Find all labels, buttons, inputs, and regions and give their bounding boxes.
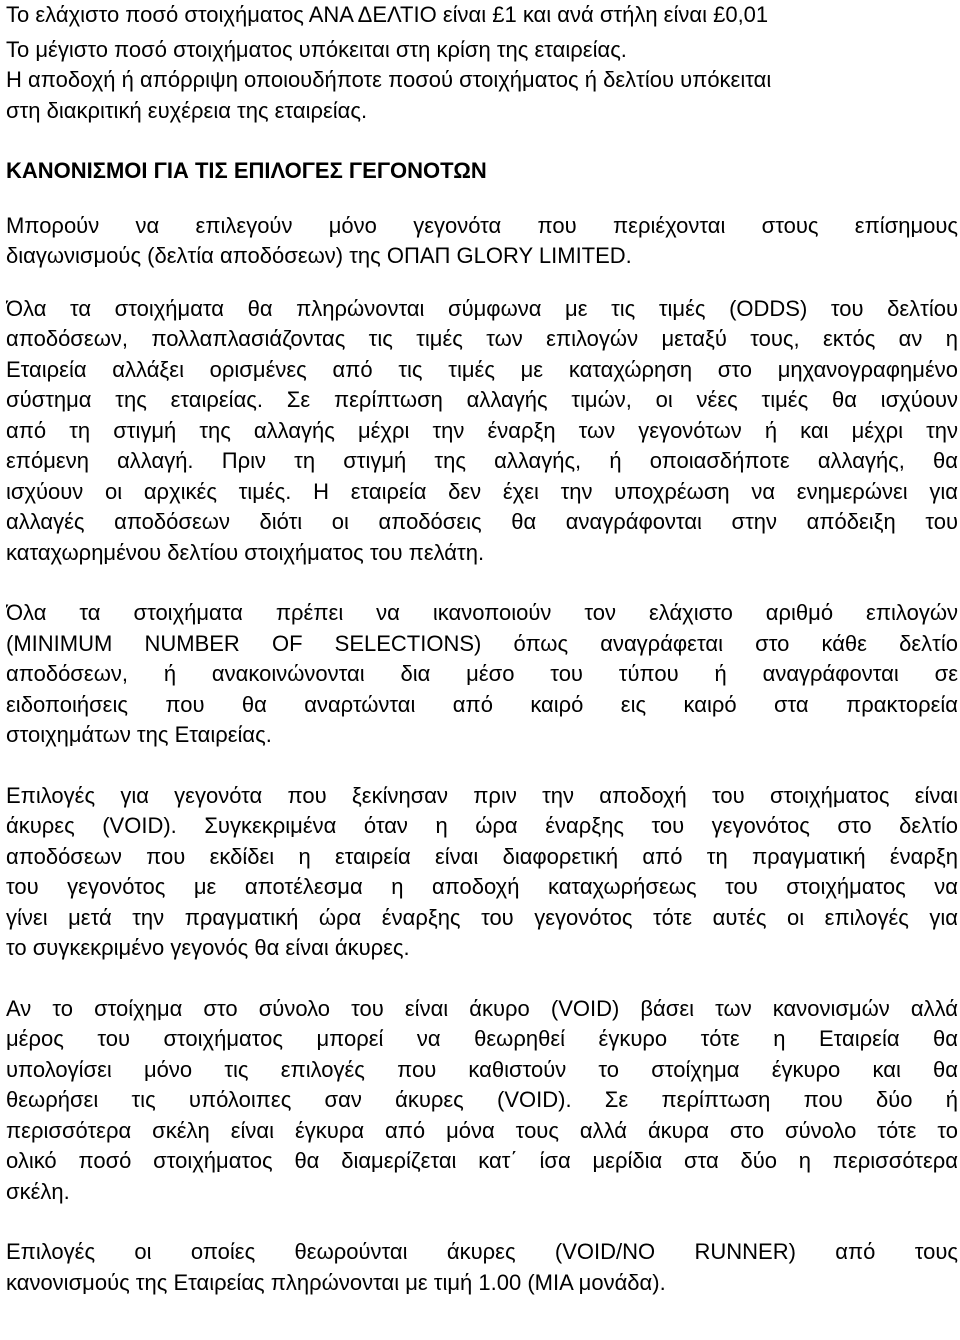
- paragraph-line: αποδόσεων που εκδίδει η εταιρεία είναι διαφορετική από τη πραγματική έναρξη: [6, 843, 958, 869]
- paragraph-line: αποδόσεων, πολλαπλασιάζοντας τις τιμές των επιλογών μεταξύ τους, εκτός αν η: [6, 326, 958, 351]
- paragraph-line: άκυρες (VOID). Συγκεκριμένα όταν η ώρα έναρξης του γεγονότος στο δελτίο: [6, 813, 958, 838]
- paragraph-line: Αν το στοίχημα στο σύνολο του είναι άκυρο (VOID) βάσει των κανονισμών αλλά: [6, 995, 958, 1021]
- paragraph-line: σκέλη.: [6, 1178, 70, 1204]
- paragraph-line: θεωρήσει τις υπόλοιπες σαν άκυρες (VOID). Σε περίπτωση που δύο ή: [6, 1087, 958, 1112]
- paragraph-3: [6, 598, 958, 751]
- paragraph-line: ολικό ποσό στοιχήματος θα διαμερίζεται κατ΄ ίσα μερίδια στα δύο η περισσότερα: [6, 1148, 958, 1173]
- paragraph-5: [6, 994, 958, 1208]
- paragraph-line: ειδοποιήσεις που θα αναρτώνται από καιρό εις καιρό στα πρακτορεία: [6, 691, 958, 717]
- paragraph-line: επόμενη αλλαγή. Πριν τη στιγμή της αλλαγής, ή οποιασδήποτε αλλαγής, θα: [6, 448, 958, 473]
- paragraph-line: του γεγονότος με αποτέλεσμα η αποδοχή καταχωρήσεως του στοιχήματος να: [6, 874, 958, 899]
- paragraph-2: [6, 294, 958, 569]
- paragraph-line: (MINIMUM NUMBER OF SELECTIONS) όπως αναγράφεται στο κάθε δελτίο: [6, 630, 958, 656]
- paragraph-line: περισσότερα σκέλη είναι έγκυρα από μόνα τους αλλά άκυρα στο σύνολο τότε το: [6, 1117, 958, 1143]
- paragraph-4: [6, 781, 958, 964]
- paragraph-line: Μπορούν να επιλεγούν μόνο γεγονότα που περιέχονται στους επίσημους: [6, 212, 958, 238]
- paragraph-line: Όλα τα στοιχήματα πρέπει να ικανοποιούν τον ελάχιστο αριθμό επιλογών: [6, 600, 958, 625]
- paragraph-line: αποδόσεων, ή ανακοινώνονται δια μέσο του τύπου ή αναγράφονται σε: [6, 661, 958, 686]
- paragraph-line: το συγκεκριμένο γεγονός θα είναι άκυρες.: [6, 935, 410, 960]
- paragraph-line: γίνει μετά την πραγματική ώρα έναρξης του γεγονότος τότε αυτές οι επιλογές για: [6, 904, 958, 930]
- paragraph-line: στοιχημάτων της Εταιρείας.: [6, 722, 272, 747]
- document-page: [6, 0, 958, 1298]
- paragraph-line: καταχωρημένου δελτίου στοιχήματος του πελάτη.: [6, 539, 485, 565]
- paragraph-line: διαγωνισμούς (δελτία αποδόσεων) της ΟΠΑΠ GLORY LIMITED.: [6, 243, 632, 268]
- paragraph-line: σύστημα της εταιρείας. Σε περίπτωση αλλαγής τιμών, οι νέες τιμές θα ισχύουν: [6, 387, 958, 412]
- paragraph-line: Εταιρεία αλλάξει ορισμένες από τις τιμές με καταχώρηση στο μηχανογραφημένο: [6, 356, 958, 382]
- paragraph-line: μέρος του στοιχήματος μπορεί να θεωρηθεί έγκυρο τότε η Εταιρεία θα: [6, 1026, 958, 1051]
- intro-line: στη διακριτική ευχέρεια της εταιρείας.: [6, 97, 368, 123]
- paragraph-1: [6, 211, 958, 272]
- paragraph-line: από τη στιγμή της αλλαγής μέχρι την έναρξη των γεγονότων ή και μέχρι την: [6, 417, 958, 443]
- section-heading: ΚΑΝΟΝΙΣΜΟΙ ΓΙΑ ΤΙΣ ΕΠΙΛΟΓΕΣ ΓΕΓΟΝΟΤΩΝ: [6, 158, 487, 183]
- paragraph-line: κανονισμούς της Εταιρείας πληρώνονται με τιμή 1.00 (ΜΙΑ μονάδα).: [6, 1269, 666, 1295]
- paragraph-line: Όλα τα στοιχήματα θα πληρώνονται σύμφωνα με τις τιμές (ODDS) του δελτίου: [6, 295, 958, 321]
- paragraph-line: αλλαγές αποδόσεων διότι οι αποδόσεις θα αναγράφονται στην απόδειξη του: [6, 509, 958, 534]
- paragraph-line: υπολογίσει μόνο τις επιλογές που καθιστούν το στοίχημα έγκυρο και θα: [6, 1056, 958, 1082]
- intro-line: Το ελάχιστο ποσό στοιχήματος ΑΝΑ ΔΕΛΤΙΟ είναι £1 και ανά στήλη είναι £0,01: [6, 2, 769, 27]
- paragraph-line: Επιλογές οι οποίες θεωρούνται άκυρες (VOID/NO RUNNER) από τους: [6, 1239, 958, 1264]
- paragraph-line: ισχύουν οι αρχικές τιμές. Η εταιρεία δεν έχει την υποχρέωση να ενημερώνει για: [6, 478, 958, 504]
- paragraph-line: Επιλογές για γεγονότα που ξεκίνησαν πριν την αποδοχή του στοιχήματος είναι: [6, 782, 958, 808]
- intro-block: [6, 0, 958, 126]
- intro-line: Το μέγιστο ποσό στοιχήματος υπόκειται στη κρίση της εταιρείας.: [6, 36, 627, 62]
- intro-line: Η αποδοχή ή απόρριψη οποιουδήποτε ποσού στοιχήματος ή δελτίου υπόκειται: [6, 67, 772, 92]
- paragraph-6: [6, 1237, 958, 1298]
